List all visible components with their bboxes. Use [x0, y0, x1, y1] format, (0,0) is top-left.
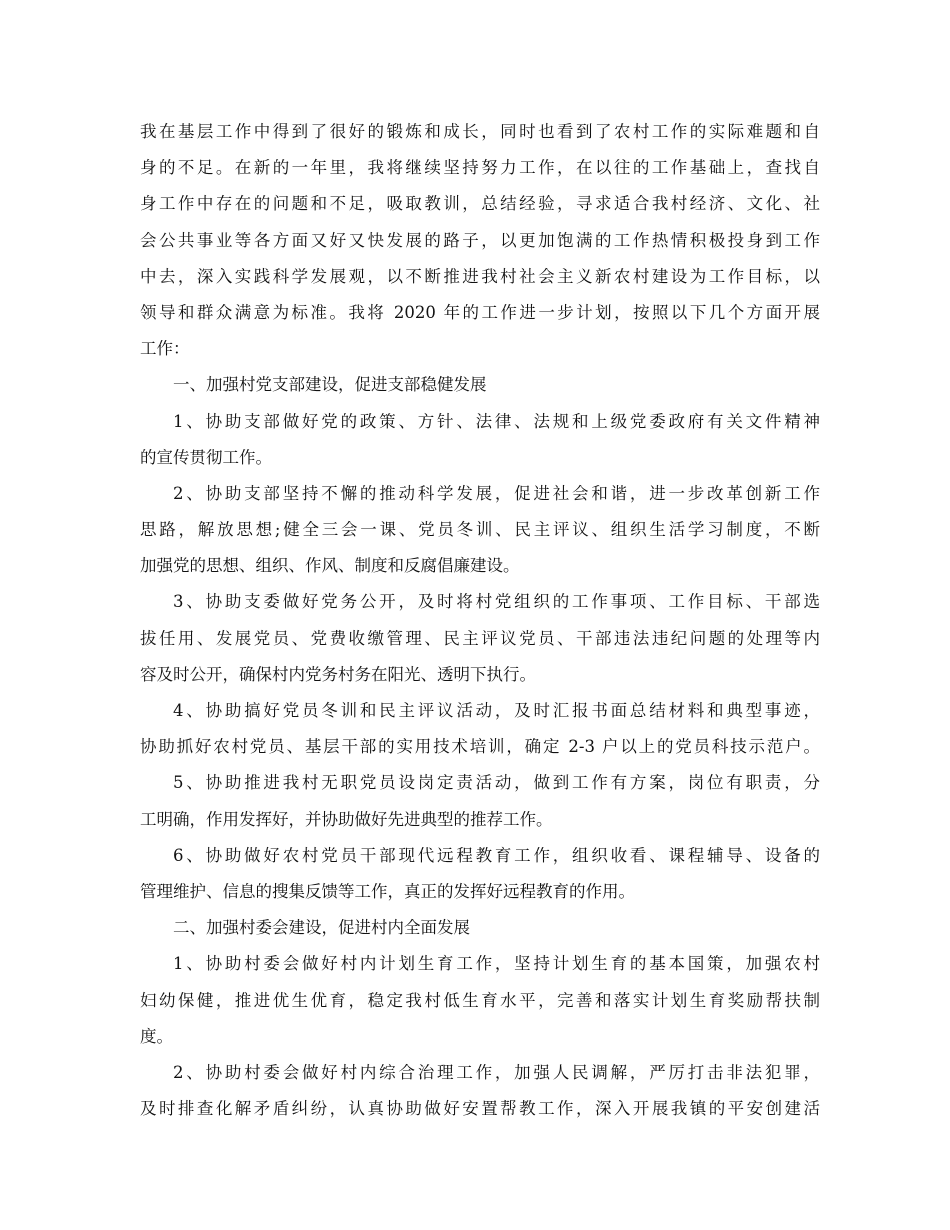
document-body	[140, 114, 820, 1127]
text-line: 6、协助做好农村党员干部现代远程教育工作，组织收看、课程辅导、设备的	[173, 845, 820, 865]
text-line: 工明确，作用发挥好，并协助做好先进典型的推荐工作。	[140, 809, 553, 829]
text-line: 工作：	[140, 339, 190, 359]
text-line: 妇幼保健，推进优生优育，稳定我村低生育水平，完善和落实计划生育奖励帮扶制	[140, 990, 820, 1010]
text-line: 1、协助支部做好党的政策、方针、法律、法规和上级党委政府有关文件精神	[173, 411, 820, 431]
text-line: 身工作中存在的问题和不足，吸取教训，总结经验，寻求适合我村经济、文化、社	[140, 194, 820, 214]
text-line: 2、协助村委会做好村内综合治理工作，加强人民调解，严厉打击非法犯罪，	[173, 1062, 820, 1082]
text-line: 容及时公开，确保村内党务村务在阳光、透明下执行。	[140, 664, 536, 684]
text-line: 管理维护、信息的搜集反馈等工作，真正的发挥好远程教育的作用。	[140, 881, 635, 901]
text-line: 2、协助支部坚持不懈的推动科学发展，促进社会和谐，进一步改革创新工作	[173, 483, 820, 503]
text-line: 身的不足。在新的一年里，我将继续坚持努力工作，在以往的工作基础上，查找自	[140, 158, 820, 178]
text-line: 加强党的思想、组织、作风、制度和反腐倡廉建设。	[140, 556, 520, 576]
text-line: 我在基层工作中得到了很好的锻炼和成长，同时也看到了农村工作的实际难题和自	[140, 122, 820, 141]
text-line: 4、协助搞好党员冬训和民主评议活动，及时汇报书面总结材料和典型事迹，	[173, 701, 820, 720]
text-line: 度。	[140, 1026, 173, 1046]
text-line: 协助抓好农村党员、基层干部的实用技术培训，确定 2-3 户以上的党员科技示范户。	[140, 737, 820, 757]
text-line: 思路，解放思想;健全三会一课、党员冬训、民主评议、组织生活学习制度，不断	[140, 520, 820, 540]
text-line: 的宣传贯彻工作。	[140, 447, 272, 467]
text-line: 中去，深入实践科学发展观，以不断推进我村社会主义新农村建设为工作目标，以	[140, 266, 820, 286]
section-heading: 一、加强村党支部建设，促进支部稳健发展	[173, 375, 487, 395]
text-line: 会公共事业等各方面又好又快发展的路子，以更加饱满的工作热情积极投身到工作	[140, 230, 820, 250]
text-line: 3、协助支委做好党务公开，及时将村党组织的工作事项、工作目标、干部选	[173, 592, 820, 612]
text-line: 拔任用、发展党员、党费收缴管理、民主评议党员、干部违法违纪问题的处理等内	[140, 628, 820, 648]
text-line: 领导和群众满意为标准。我将 2020 年的工作进一步计划，按照以下几个方面开展	[140, 302, 820, 322]
text-line: 及时排查化解矛盾纠纷，认真协助做好安置帮教工作，深入开展我镇的平安创建活	[140, 1099, 820, 1119]
section-heading: 二、加强村委会建设，促进村内全面发展	[173, 918, 470, 938]
text-line: 5、协助推进我村无职党员设岗定责活动，做到工作有方案，岗位有职责，分	[173, 773, 820, 793]
text-line: 1、协助村委会做好村内计划生育工作，坚持计划生育的基本国策，加强农村	[173, 954, 820, 974]
